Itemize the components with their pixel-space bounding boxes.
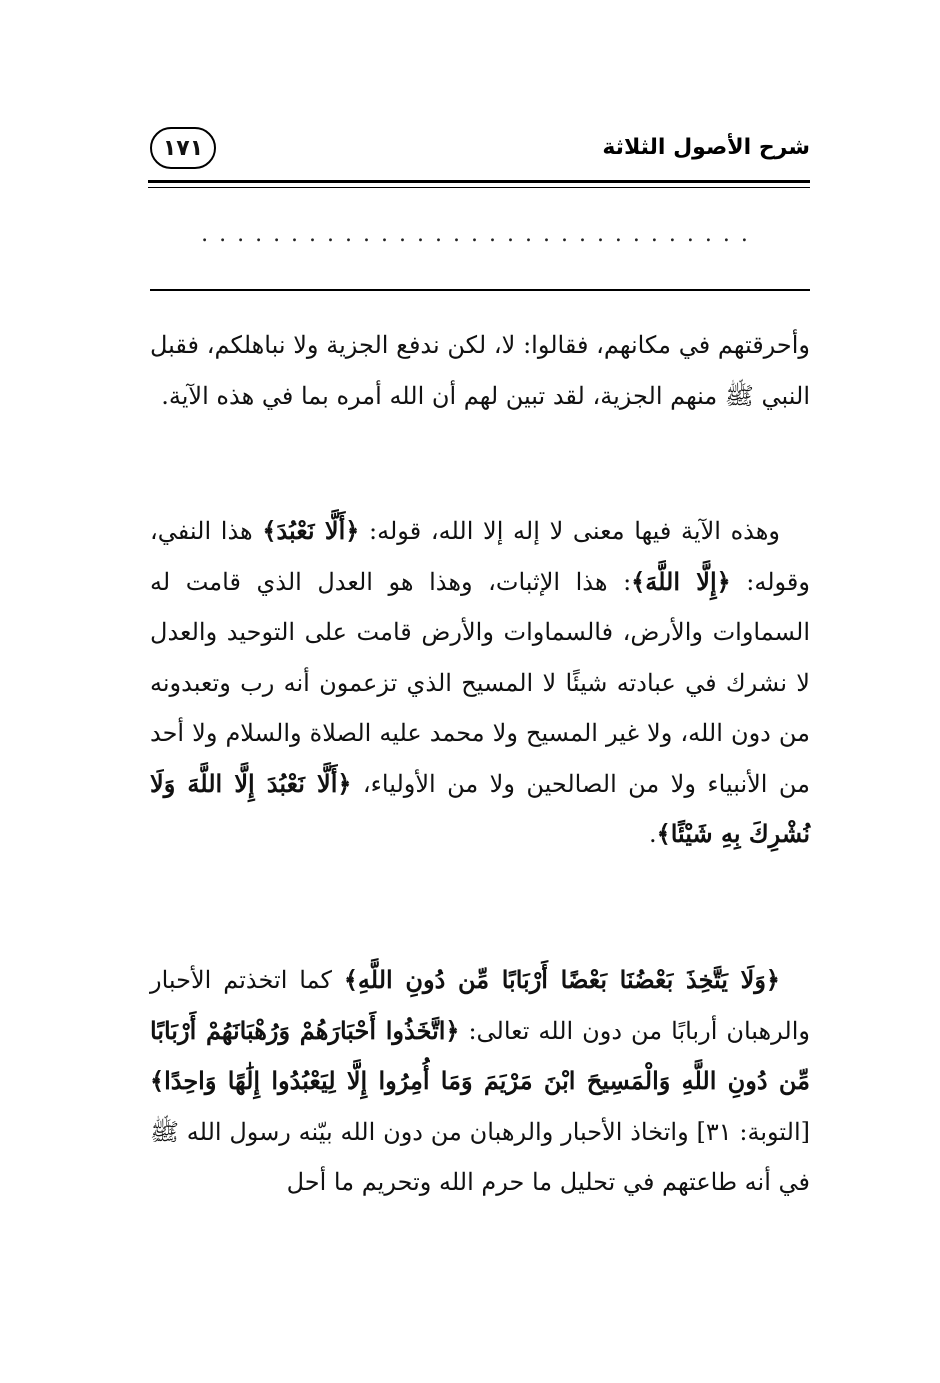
quran-quote: ﴿إِلَّا اللَّهَ﴾ (631, 566, 731, 596)
quran-quote: ﴿أَلَّا نَعْبُدَ﴾ (262, 516, 360, 545)
header-rule-thick (148, 180, 810, 183)
paragraph-2 (150, 506, 810, 860)
section-rule (150, 289, 810, 291)
dotted-separator: ............................... (201, 222, 759, 247)
quran-quote: ﴿اتَّخَذُوا أَحْبَارَهُمْ وَرُهْبَانَهُمْ أَرْبَابًا مِّن دُونِ اللَّهِ وَالْمَسِيحَ ابْنَ مَرْيَمَ وَمَا أُمِرُوا إِلَّا لِيَعْبُدُوا إِلَٰهًا وَاحِدًا﴾ (150, 1015, 810, 1095)
paragraph-1: وأحرقتهم في مكانهم، فقالوا: لا، لكن ندفع الجزية ولا نباهلكم، فقبل النبي ﷺ منهم الجزية، لقد تبين لهم أن الله أمره بما في هذه الآية. (150, 331, 810, 410)
paragraph-2-text-d: . (649, 820, 657, 848)
page-number-badge: ١٧١ (150, 127, 216, 169)
running-header-title: شرح الأصول الثلاثة (602, 135, 810, 160)
quran-quote: ﴿وَلَا يَتَّخِذَ بَعْضُنَا بَعْضًا أَرْبَابًا مِّن دُونِ اللَّهِ﴾ (343, 965, 780, 994)
paragraph-2-text-b: هذا النفي، وقوله: (150, 517, 810, 596)
paragraph-3 (150, 955, 810, 1208)
paragraph-3-text-a: كما اتخذتم الأحبار والرهبان أربابًا من دون الله تعالى: (150, 966, 810, 1045)
paragraph-2-text-a: وهذه الآية فيها معنى لا إله إلا الله، قوله: (359, 517, 781, 545)
quran-quote: ﴿أَلَّا نَعْبُدَ إِلَّا اللَّهَ وَلَا نُشْرِكَ بِهِ شَيْئًا﴾ (150, 768, 810, 848)
paragraph-3-text-b: [التوبة: ٣١] واتخاذ الأحبار والرهبان من دون الله بيّنه رسول الله ﷺ في أنه طاعتهم في تحليل ما حرم الله وتحريم ما أحل (150, 1117, 810, 1196)
paragraph-2-text-c: : هذا الإثبات، وهذا هو العدل الذي قامت له السماوات والأرض، فالسماوات والأرض قامت على التوحيد والعدل لا نشرك في عبادته شيئًا لا المسيح الذي تزعمون أنه رب وتعبدونه من دون الله، ولا غير المسيح ولا محمد عليه الصلاة والسلام ولا أحد من الأنبياء ولا من الصالحين ولا من الأولياء، (150, 567, 810, 798)
header-rule-thin (148, 187, 810, 188)
